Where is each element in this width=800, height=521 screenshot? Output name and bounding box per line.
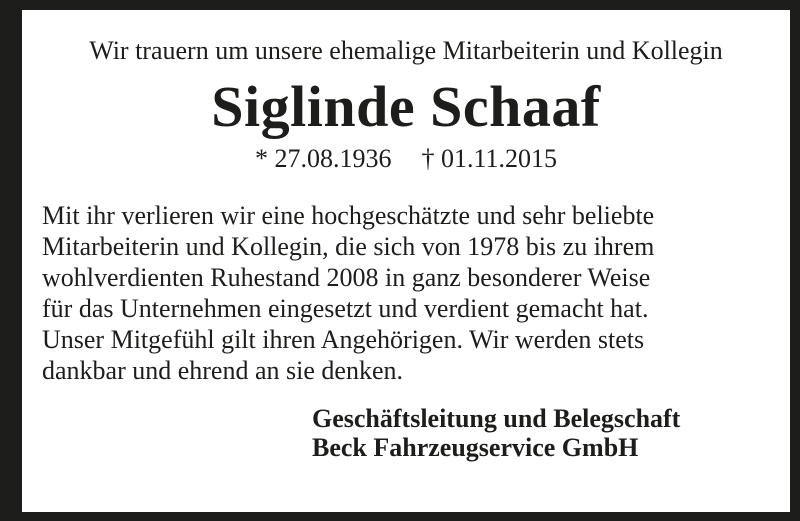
body-line: Mitarbeiterin und Kollegin, die sich von 1978 bis zu ihrem [42,232,655,261]
body-line: Unser Mitgefühl gilt ihren Angehörigen. Wir werden stets [42,325,645,354]
intro-line: Wir trauern um unsere ehemalige Mitarbeiterin und Kollegin [89,36,723,65]
dates-line [22,144,790,174]
body-line: dankbar und ehrend an sie denken. [42,356,403,385]
birth-date: * 27.08.1936 [254,144,392,173]
signature-line-company-leadership: Geschäftsleitung und Belegschaft [312,404,681,433]
obituary-card [22,10,790,512]
signature-block [312,404,790,462]
body-line: Mit ihr verlieren wir eine hochgeschätzte und sehr beliebte [42,201,655,230]
deceased-name: Siglinde Schaaf [211,74,601,139]
body-line: für das Unternehmen eingesetzt und verdient gemacht hat. [42,294,649,323]
death-date: † 01.11.2015 [421,144,558,173]
body-line: wohlverdienten Ruhestand 2008 in ganz besonderer Weise [42,263,651,292]
signature-line-company-name: Beck Fahrzeugservice GmbH [312,433,639,462]
body-paragraph [22,200,790,386]
